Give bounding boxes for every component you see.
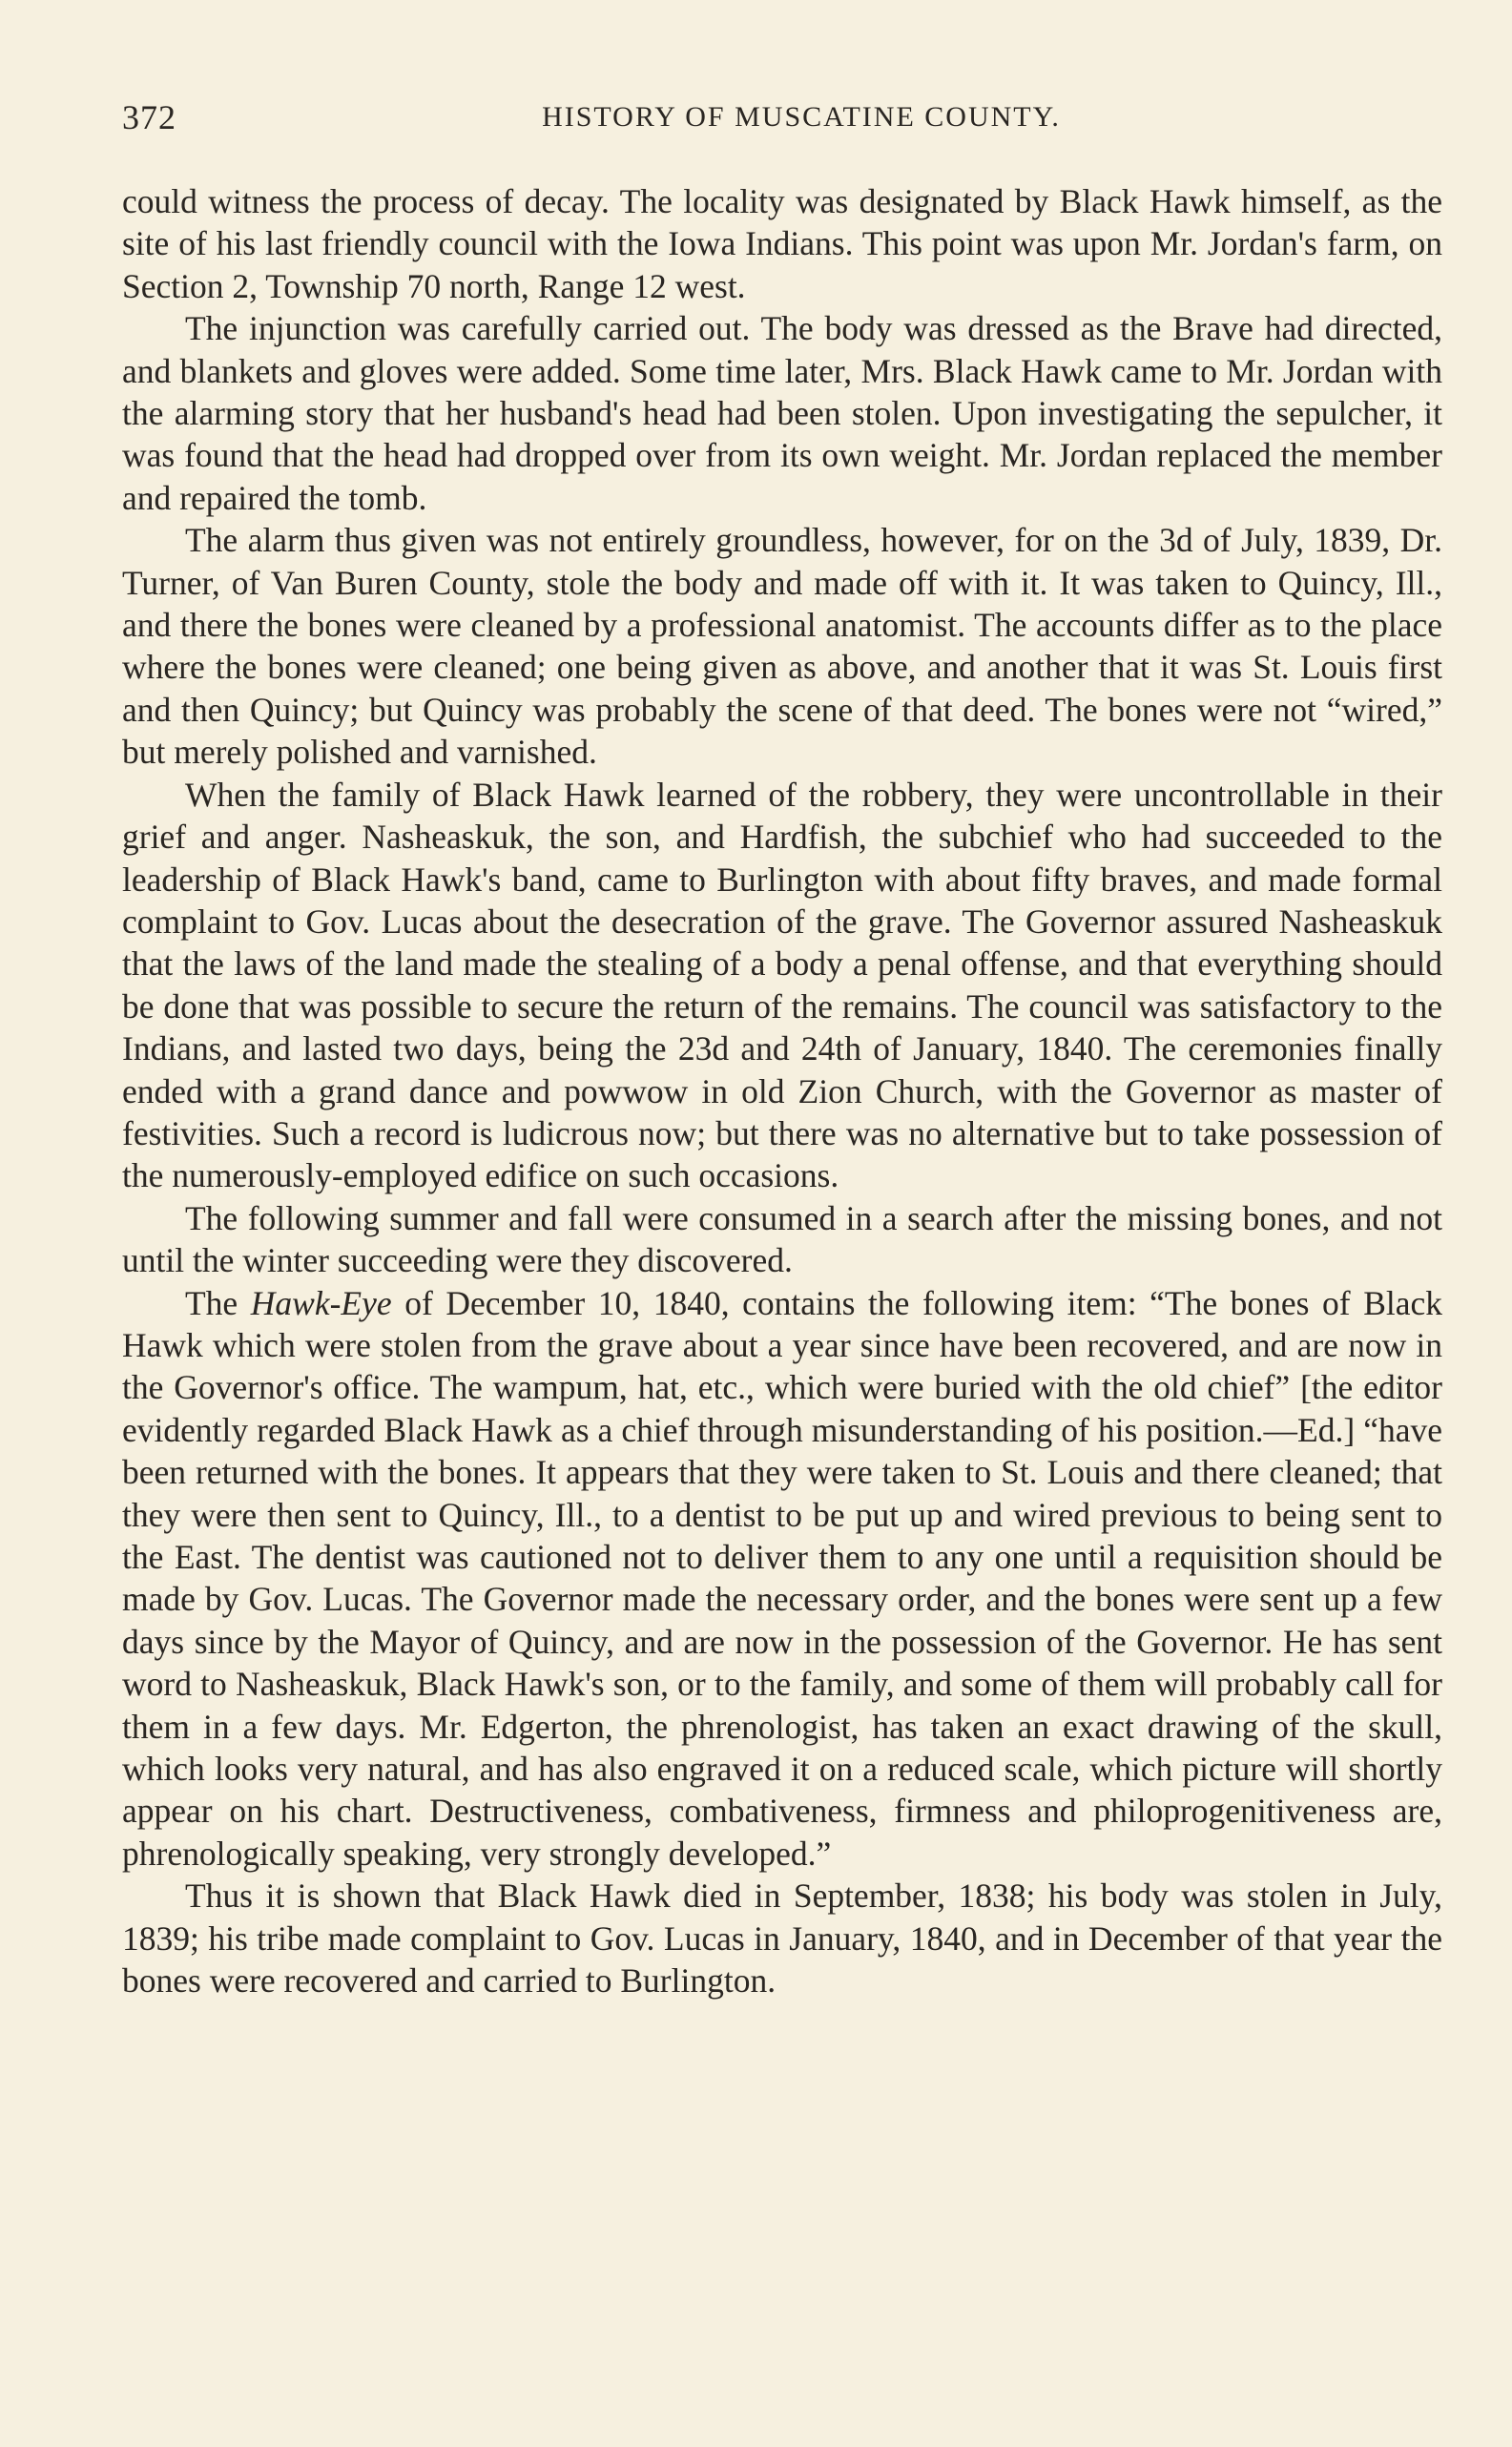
paragraph-2: The injunction was carefully carried out. The body was dressed as the Brave had directed, and blankets and gloves were added. Some time later, Mrs. Black Hawk came to Mr. Jordan with the alarming story that her husband's head had been stolen. Upon investigating the sepulcher, it was found that the head had dropped over from its own weight. Mr. Jordan replaced the member and repaired the tomb. — [122, 309, 1442, 517]
paragraph-6-text: of December 10, 1840, contains the following item: “The bones of Black Hawk which were stolen from the grave about a year since have been recovered, and are now in the Governor's office. The wampum, hat, etc., which were buried with the old chief” [the editor evidently regarded Black Hawk as a chief through misunderstanding of his position.—Ed.] “have been returned with the bones. It appears that they were taken to St. Louis and there cleaned; that they were then sent to Quincy, Ill., to a dentist to be put up and wired previous to being sent to the East. The dentist was cautioned not to deliver them to any one until a requisition should be made by Gov. Lucas. The Governor made the necessary order, and the bones were sent up a few days since by the Mayor of Quincy, and are now in the possession of the Governor. He has sent word to Nasheaskuk, Black Hawk's son, or to the family, and some of them will probably call for them in a few days. Mr. Edgerton, the phrenologist, has taken an exact drawing of the skull, which looks very natural, and has also engraved it on a reduced scale, which picture will shortly appear on his chart. Destructiveness, combativeness, firmness and philoprogenitiveness are, phrenologically speaking, very strongly developed.” — [122, 1283, 1443, 1873]
paragraph-6-lead: The — [185, 1283, 238, 1322]
paragraph-6 — [122, 1282, 1442, 1876]
paragraph-7: Thus it is shown that Black Hawk died in September, 1838; his body was stolen in July, 1839; his tribe made complaint to Gov. Lucas in January, 1840, and in December of that year the bones were recovered and carried to Burlington. — [122, 1877, 1442, 2001]
paragraph-3: The alarm thus given was not entirely groundless, however, for on the 3d of July, 1839, Dr. Turner, of Van Buren County, stole the body and made off with it. It was taken to Quincy, Ill., and there the bones were cleaned by a professional anatomist. The accounts differ as to the place where the bones were cleaned; one being given as above, and another that it was St. Louis first and then Quincy; but Quincy was probably the scene of that deed. The bones were not “wired,” but merely polished and varnished. — [122, 521, 1442, 772]
body-text — [122, 180, 1442, 2001]
page-header — [122, 97, 1442, 145]
newspaper-title: Hawk-Eye — [250, 1283, 392, 1322]
paragraph-1: could witness the process of decay. The locality was designated by Black Hawk himself, as the site of his last friendly council with the Iowa Indians. This point was upon Mr. Jordan's farm, on Section 2, Township 70 north, Range 12 west. — [122, 182, 1442, 305]
paragraph-4: When the family of Black Hawk learned of the robbery, they were uncontrollable in their grief and anger. Nasheaskuk, the son, and Hardfish, the subchief who had succeeded to the leadership of Black Hawk's band, came to Burlington with about fifty braves, and made formal complaint to Gov. Lucas about the desecration of the grave. The Governor assured Nasheaskuk that the laws of the land made the stealing of a body a penal offense, and that everything should be done that was possible to secure the return of the remains. The council was satisfactory to the Indians, and lasted two days, being the 23d and 24th of January, 1840. The ceremonies finally ended with a grand dance and powwow in old Zion Church, with the Governor as master of festivities. Such a record is ludicrous now; but there was no alternative but to take possession of the numerously-employed edifice on such occasions. — [122, 775, 1442, 1195]
running-title: HISTORY OF MUSCATINE COUNTY. — [542, 101, 1061, 133]
page-number: 372 — [122, 98, 176, 136]
paragraph-5: The following summer and fall were consumed in a search after the missing bones, and not until the winter succeeding were they discovered. — [122, 1198, 1442, 1280]
